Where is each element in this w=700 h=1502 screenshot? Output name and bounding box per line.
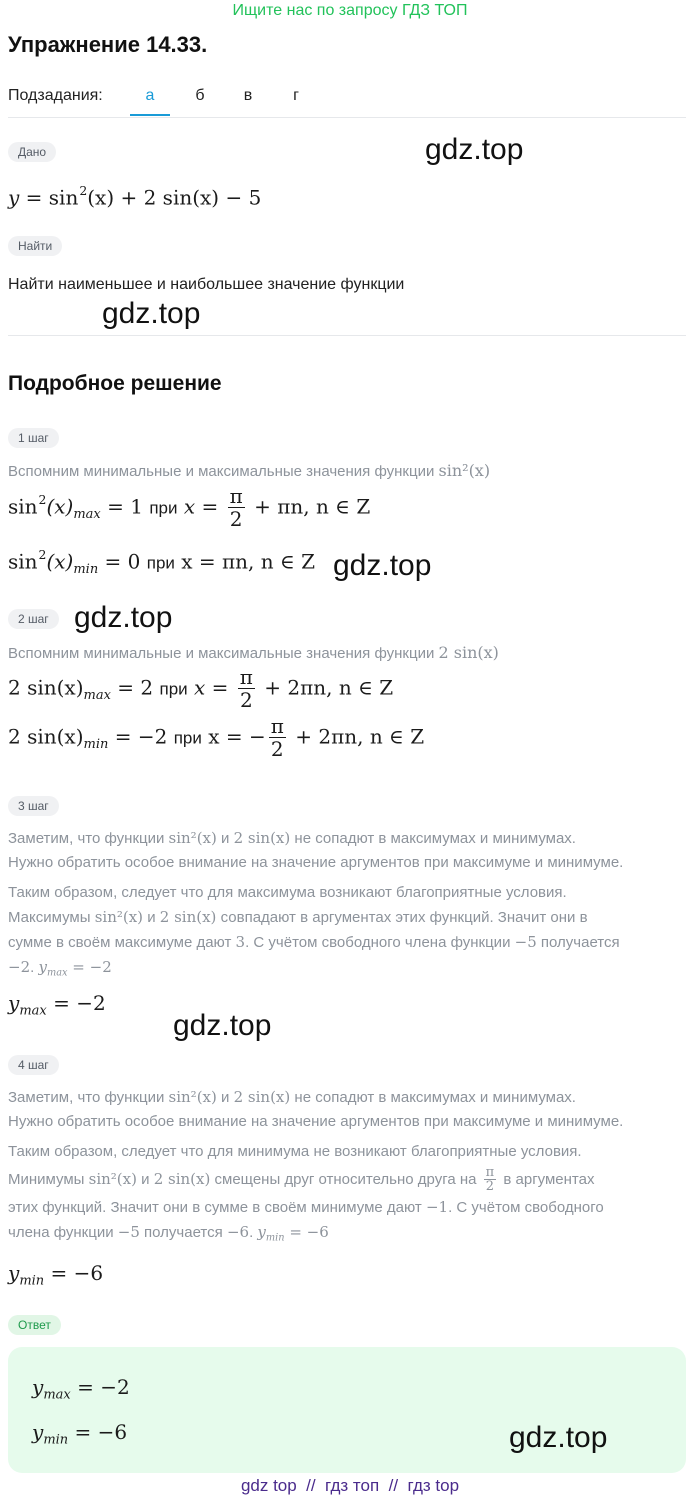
top-search-link[interactable]: Ищите нас по запросу ГДЗ ТОП bbox=[232, 2, 468, 19]
watermark: gdz.top bbox=[74, 601, 173, 634]
step-2-text: Вспомним минимальные и максимальные значения функции 2 sin(x) bbox=[8, 643, 499, 662]
find-text: Найти наименьшее и наибольшее значение функции bbox=[8, 276, 405, 293]
answer-min: $y_{min} = -6$ bbox=[32, 1420, 128, 1448]
step-2-pill: 2 шаг bbox=[8, 609, 59, 629]
tab-g[interactable]: г bbox=[293, 87, 299, 104]
answer-pill: Ответ bbox=[8, 1315, 61, 1335]
watermark: gdz.top bbox=[425, 133, 524, 166]
given-section bbox=[8, 141, 56, 162]
find-pill: Найти bbox=[8, 236, 62, 256]
solution-title: Подробное решение bbox=[8, 372, 222, 395]
answer-box bbox=[8, 1347, 686, 1473]
step-4-pill: 4 шаг bbox=[8, 1055, 59, 1075]
watermark: gdz.top bbox=[333, 549, 432, 582]
tab-a[interactable]: а bbox=[130, 82, 170, 116]
tab-v[interactable]: в bbox=[243, 87, 253, 104]
step-4-paragraph-2: Таким образом, следует что для минимума не возникают благоприятные условия. Минимумы sin²(x) и 2 sin(x) смещены друг относительно друга на $\frac{\pi}{2}$ в аргументах этих функций. Значит они в сумме в своём минимуме дают −1. С учётом свободного члена функции −5 получается −6. $y_{min} = -6$ bbox=[8, 1143, 604, 1244]
subtasks-label: Подзадания: bbox=[8, 87, 103, 104]
step-1-eq-max: $\sin^2(x)_{max} = 1$ при x = $\frac{\pi}{2}$ + πn, n ∈ Z bbox=[8, 483, 371, 531]
step-2-eq-max: 2 $\sin(x)_{max} = 2$ при x = $\frac{\pi}{2}$ + 2πn, n ∈ Z bbox=[8, 665, 394, 712]
step-4-paragraph-1: Заметим, что функции sin²(x) и 2 sin(x) не сопадют в максимумах и минимумах. Нужно обратить особое внимание на значение аргументов при максимуме и минимуме. bbox=[8, 1088, 624, 1130]
watermark: gdz.top bbox=[173, 1009, 272, 1042]
watermark: gdz.top bbox=[102, 297, 201, 330]
divider bbox=[8, 335, 686, 336]
tab-b[interactable]: б bbox=[195, 87, 205, 104]
given-formula: $y = \sin^2(x) + 2$ sin(x) − 5 bbox=[8, 183, 262, 210]
footer-links[interactable]: gdz top // гдз топ // гдз top bbox=[240, 1476, 460, 1495]
watermark: gdz.top bbox=[509, 1421, 608, 1454]
step-3-paragraph-1: Заметим, что функции sin²(x) и 2 sin(x) не сопадют в максимумах и минимумах. Нужно обратить особое внимание на значение аргументов при максимуме и минимуме. bbox=[8, 829, 624, 871]
step-1-eq-min: $\sin^2(x)_{min} = 0$ при x = πn, n ∈ Z bbox=[8, 547, 316, 577]
answer-max: $y_{max} = -2$ bbox=[32, 1375, 130, 1403]
step-1-pill: 1 шаг bbox=[8, 428, 59, 448]
given-pill: Дано bbox=[8, 142, 56, 162]
step-2-eq-min: 2 $\sin(x)_{min} = -2$ при x = − $\frac{\pi}{2}$ + 2πn, n ∈ Z bbox=[8, 714, 425, 761]
step-3-paragraph-2: Таким образом, следует что для максимума возникают благоприятные условия. Максимумы sin²(x) и 2 sin(x) совпадают в аргументах этих функций. Значит они в сумме в своём максимуме дают 3. С учётом свободного члена функции −5 получается −2. $y_{max} = -2$ bbox=[8, 884, 620, 979]
step-4-result: $y_{min} = -6$ bbox=[8, 1261, 104, 1289]
step-3-result: $y_{max} = -2$ bbox=[8, 991, 106, 1019]
step-1-text: Вспомним минимальные и максимальные значения функции sin²(x) bbox=[8, 461, 491, 480]
step-3-pill: 3 шаг bbox=[8, 796, 59, 816]
divider bbox=[8, 117, 686, 118]
page-title: Упражнение 14.33. bbox=[8, 32, 208, 57]
